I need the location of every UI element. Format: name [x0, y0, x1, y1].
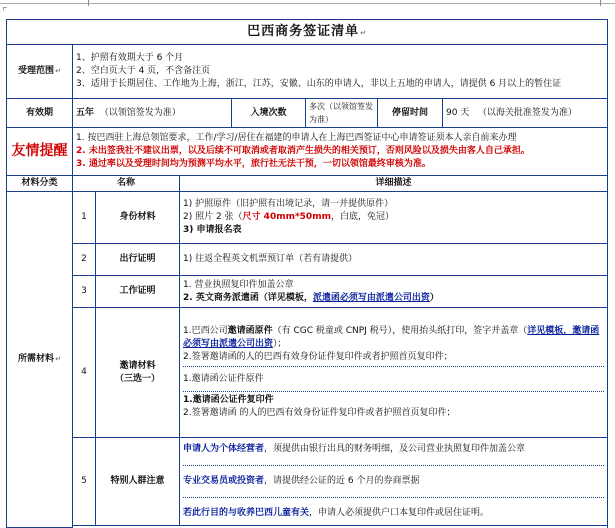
header-detail: 详细描述	[180, 176, 608, 192]
ruler-tick	[600, 0, 601, 6]
material-detail	[180, 244, 608, 276]
detail-line: 1.邀请函公证件原件	[183, 374, 264, 384]
visa-checklist-table	[6, 19, 608, 528]
material-name: 特别人群注意	[96, 438, 180, 526]
category-cell: 所需材料↵	[7, 192, 73, 528]
material-name: 邀请材料 （三选一）	[96, 308, 180, 438]
ruler-tick	[88, 0, 89, 6]
detail-line: 2. 英文商务派遣函（详见模板，派遣函必须写由派遣公司出资）	[183, 292, 439, 303]
material-name: 身份材料	[96, 192, 180, 244]
scope-line: 3、适用于长期居住、工作地为上海，浙江，江苏，安徽、山东的申请人，非以上五地的申请人，请提供 6 月以上的暂住证	[76, 79, 562, 89]
detail-line: 3) 申请报名表	[183, 225, 242, 235]
validity-label: 有效期	[7, 99, 73, 128]
invitation-option-1: 1.巴西公司邀请函原件（有 CGC 税童或 CNPJ 税号），使用抬头纸打印，签字并盖章（详见模板，邀请函必须写由派遣公司出资）； 2.签署邀请函的人的巴西有效身份证件复印件或者护照首页复印件；	[183, 325, 604, 364]
detail-line: 1) 护照原件（旧护照有出境记录，请一并提供原件）	[183, 199, 394, 209]
tip-item: 2. 未出签我社不建议出票，以及后续不可取消或者取消产生损失的相关预订，否则风险以及损失由客人自己承担。	[76, 146, 530, 156]
detail-line: 若此行目的与收养巴西儿童有关，申请人必须提供户口本复印件或居住证明。	[183, 508, 490, 518]
paragraph-mark: ⌜	[2, 6, 9, 17]
detail-line: 2) 照片 2 张（尺寸 40mm*50mm，白底，免冠）	[183, 212, 394, 222]
detail-line: 1) 往返全程英文机票预订单（若有请提供）	[183, 254, 358, 264]
option-divider	[183, 391, 604, 392]
stay-value: 90 天 （以海关批准签发为准）	[443, 99, 608, 128]
material-name: 出行证明	[96, 244, 180, 276]
invitation-option-3	[183, 394, 604, 420]
tip-item: 1. 按巴西驻上海总领馆要求，工作/学习/居住在福建的申请人在上海巴西签证中心申请签证须本人亲自前来办理	[76, 133, 517, 143]
validity-value: 五年 （以领馆签发为准）	[73, 99, 232, 128]
template-link[interactable]: 详见模板，邀请函必须写由派遣公司出资	[183, 326, 600, 349]
material-detail	[180, 438, 608, 526]
stay-label: 停留时间	[378, 99, 443, 128]
detail-line: 2.签署邀请函 的人的巴西有效身份证件复印件或者护照首页复印件；	[183, 408, 456, 418]
detail-line: 1.邀请函公证件复印件	[183, 395, 274, 405]
row-number: 4	[73, 308, 96, 438]
tips-content	[73, 128, 608, 176]
ruler-line	[0, 3, 615, 4]
detail-line: 专业交易员或投资者，请提供经公证的近 6 个月的券商票据	[183, 476, 420, 486]
entries-label: 入境次数	[232, 99, 306, 128]
material-detail	[180, 192, 608, 244]
template-link[interactable]: 派遣函必须写由派遣公司出资	[312, 292, 430, 303]
material-name: 工作证明	[96, 276, 180, 308]
row-number: 5	[73, 438, 96, 526]
detail-line: 申请人为个体经营者，须提供由银行出具的财务明细，及公司营业执照复印件加盖公章	[183, 444, 526, 454]
invitation-option-2	[183, 369, 604, 389]
table-tail	[73, 526, 608, 528]
tips-label: 友情提醒	[7, 128, 73, 176]
option-divider	[183, 366, 604, 367]
option-divider	[183, 465, 604, 466]
material-detail	[180, 276, 608, 308]
page-title: 巴西商务签证清单↵	[7, 20, 608, 45]
detail-line: 1. 营业执照复印件加盖公章	[183, 279, 294, 290]
row-number: 1	[73, 192, 96, 244]
scope-content	[73, 45, 608, 99]
entries-value: 多次（以领馆签发为准）	[306, 99, 378, 128]
row-number: 3	[73, 276, 96, 308]
row-number: 2	[73, 244, 96, 276]
tip-item: 3. 通过率以及受理时间均为预测平均水平，旅行社无法干预，一切以领馆最终审核为准。	[76, 159, 431, 169]
scope-line: 1、护照有效期大于 6 个月	[76, 53, 184, 63]
option-divider	[183, 497, 604, 498]
scope-label: 受理范围↵	[7, 45, 73, 99]
material-detail	[180, 308, 608, 438]
scope-line: 2、空白页大于 4 页，不含备注页	[76, 66, 211, 76]
header-name: 名称	[73, 176, 180, 192]
detail-line: 2.签署邀请函的人的巴西有效身份证件复印件或者护照首页复印件；	[183, 352, 453, 362]
header-category: 材料分类	[7, 176, 73, 192]
